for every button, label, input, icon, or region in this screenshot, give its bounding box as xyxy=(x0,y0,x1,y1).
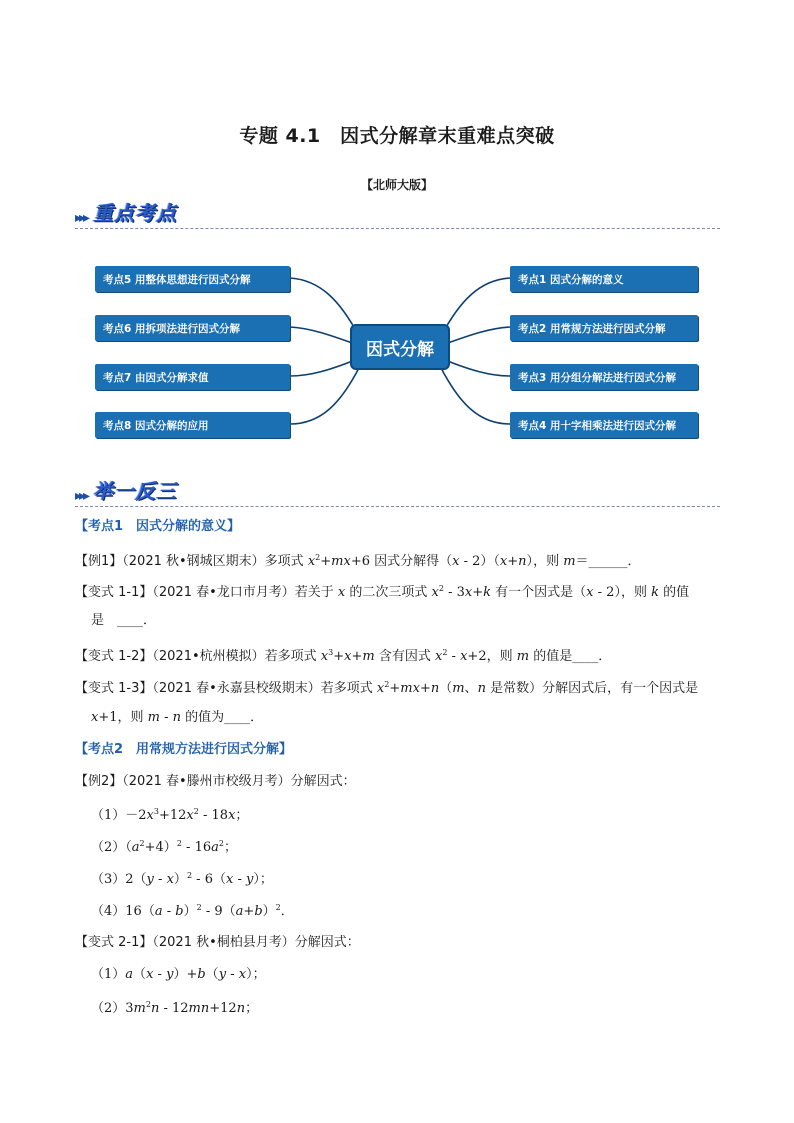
item-1: （1）a（x - y）+b（y - x）； xyxy=(91,967,266,982)
variant-tag: 【变式 1-3】 xyxy=(75,681,153,696)
variant-1-3: 【变式 1-3】（2021 春•永嘉县校级期末）若多项式 $x^2+mx+n(m$、n 是常数）分解因式后，有一个因式是 xyxy=(75,680,699,696)
source: （2021 春•滕州市校级月考） xyxy=(122,774,291,789)
example-2 xyxy=(75,775,356,788)
triple-arrow-icon: ▸▸▸ xyxy=(75,488,88,504)
item-3: （3）2（y - x）$^2$ - 6（x - y）； xyxy=(91,871,273,887)
item-2: $(2)(a^2+4)^2 - 16a^2$； xyxy=(91,839,237,855)
variant-1-1-cont: 是 ____． xyxy=(91,613,157,628)
section-banner-examples xyxy=(75,478,177,504)
example-tag: 【例2】 xyxy=(75,774,123,789)
node-kd8: 考点8 因式分解的应用 xyxy=(95,412,290,438)
heading-kd2: 【考点2 用常规方法进行因式分解】 xyxy=(75,742,293,757)
variant-tag: 【变式 1-2】 xyxy=(75,649,153,664)
variant-tag: 【变式 1-1】 xyxy=(75,585,153,600)
instruction: 分解因式： xyxy=(294,935,360,950)
section-divider xyxy=(75,506,720,507)
section-divider xyxy=(75,228,720,229)
example-tag: 【例1】 xyxy=(75,554,123,569)
node-kd7: 考点7 由因式分解求值 xyxy=(95,364,290,390)
edition-label: 【北师大版】 xyxy=(360,178,433,192)
variant-1-3-cont: x+1，则 m - n 的值为____． xyxy=(91,710,264,725)
node-kd1: 考点1 因式分解的意义 xyxy=(510,266,698,292)
variant-1-1: 【变式 1-1】（2021 春•龙口市月考）若关于 x 的二次三项式 $x^2 - 3x+k$ 有一个因式是（x - 2），则 k 的值 xyxy=(75,584,690,600)
page-title: 专题 4.1 因式分解章末重难点突破 xyxy=(239,125,555,147)
source: （2021 春•永嘉县校级期末） xyxy=(152,681,321,696)
node-kd6: 考点6 用拆项法进行因式分解 xyxy=(95,315,290,341)
item-4: $(4)16(a - b)^2 - 9(a+b)^2$． xyxy=(91,903,294,919)
instruction: 分解因式： xyxy=(290,774,356,789)
section-banner-key-points xyxy=(75,200,177,226)
source: （2021 春•龙口市月考） xyxy=(152,585,295,600)
variant-tag: 【变式 2-1】 xyxy=(75,935,153,950)
node-kd5: 考点5 用整体思想进行因式分解 xyxy=(95,266,290,292)
mind-map xyxy=(0,240,794,460)
source: （2021 秋•桐柏县月考） xyxy=(152,935,295,950)
source: （2021 秋•钢城区期末） xyxy=(122,554,265,569)
node-kd3: 考点3 用分组分解法进行因式分解 xyxy=(510,364,698,390)
triple-arrow-icon: ▸▸▸ xyxy=(75,210,88,226)
item-2: $(2)3m^2n - 12mn+12n$； xyxy=(91,1000,259,1016)
section-title: 重点考点 xyxy=(93,201,178,225)
mind-map-center: 因式分解 xyxy=(350,324,450,370)
source: （2021•杭州模拟） xyxy=(152,649,265,664)
heading-kd1: 【考点1 因式分解的意义】 xyxy=(75,519,241,534)
item-1: $(1)-2x^3+12x^2 - 18x$； xyxy=(91,807,249,823)
node-kd4: 考点4 用十字相乘法进行因式分解 xyxy=(510,412,698,438)
node-kd2: 考点2 用常规方法进行因式分解 xyxy=(510,315,698,341)
section-title: 举一反三 xyxy=(93,479,178,503)
variant-1-2: 【变式 1-2】（2021•杭州模拟）若多项式 $x^3+x+m$ 含有因式 $x^2 - x+2$，则 m 的值是____． xyxy=(75,648,612,664)
variant-2-1 xyxy=(75,936,360,949)
example-1: 【例1】（2021 秋•钢城区期末）多项式 $x^2+mx+6$ 因式分解得（x - 2）（x+n），则 m＝______． xyxy=(75,553,641,569)
